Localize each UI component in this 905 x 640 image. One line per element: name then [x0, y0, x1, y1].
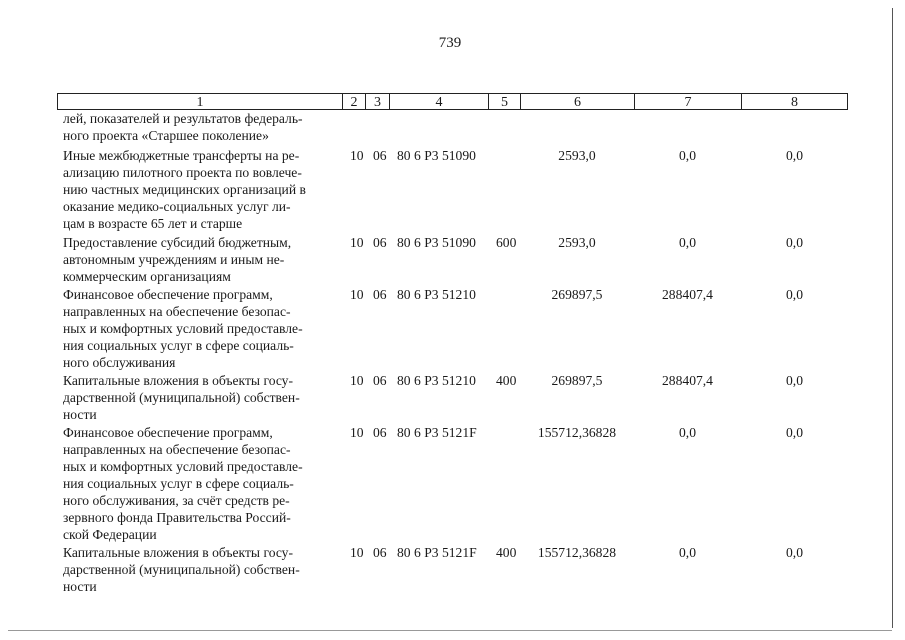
header-col-6: 6	[520, 93, 634, 110]
cell-pr: 06	[373, 373, 387, 388]
cell-amount-6: 2593,0	[558, 148, 596, 163]
cell-csr: 80 6 Р3 51090	[397, 148, 476, 163]
header-col-8: 8	[741, 93, 848, 110]
page-edge-right	[892, 8, 893, 628]
row-description: Иные межбюджетные трансферты на ре- ализацию пилотного проекта по вовлече- нию частных медицинских организаций в оказание медико-социальных услуг ли- цам в возрасте 65 лет и старше	[63, 148, 306, 231]
cell-rz: 10	[350, 545, 364, 560]
row-description: лей, показателей и результатов федераль- ного проекта «Старшее поколение»	[63, 111, 303, 143]
cell-amount-8: 0,0	[786, 373, 803, 388]
row-description: Финансовое обеспечение программ, направленных на обеспечение безопас- ных и комфортных условий предоставле- ния социальных услуг в сфере социаль- ного обслуживания	[63, 287, 303, 370]
cell-amount-7: 0,0	[679, 235, 696, 250]
row-description: Капитальные вложения в объекты госу- дарственной (муниципальной) собствен- ности	[63, 545, 300, 594]
cell-csr: 80 6 Р3 5121F	[397, 425, 477, 440]
header-col-1: 1	[57, 93, 342, 110]
row-description: Предоставление субсидий бюджетным, автономным учреждениям и иным не- коммерческим организациям	[63, 235, 292, 284]
cell-amount-6: 155712,36828	[537, 425, 617, 440]
header-col-3: 3	[365, 93, 389, 110]
cell-amount-8: 0,0	[786, 148, 803, 163]
page-number: 739	[438, 35, 462, 51]
cell-pr: 06	[373, 545, 387, 560]
cell-rz: 10	[350, 373, 364, 388]
cell-pr: 06	[373, 148, 387, 163]
cell-pr: 06	[373, 425, 387, 440]
cell-amount-7: 0,0	[679, 425, 696, 440]
page-edge-bottom	[8, 630, 892, 631]
cell-rz: 10	[350, 148, 364, 163]
cell-csr: 80 6 Р3 5121F	[397, 545, 477, 560]
cell-rz: 10	[350, 235, 364, 250]
cell-csr: 80 6 Р3 51090	[397, 235, 476, 250]
cell-vr: 400	[496, 545, 517, 560]
row-description: Финансовое обеспечение программ, направленных на обеспечение безопас- ных и комфортных условий предоставле- ния социальных услуг в сфере социаль- ного обслуживания, за счёт средств ре- зервного фонда Правительства Россий- ской Федерации	[63, 425, 303, 542]
cell-pr: 06	[373, 287, 387, 302]
cell-amount-8: 0,0	[786, 235, 803, 250]
row-description: Капитальные вложения в объекты госу- дарственной (муниципальной) собствен- ности	[63, 373, 300, 422]
header-col-2: 2	[342, 93, 365, 110]
cell-amount-6: 269897,5	[551, 373, 603, 388]
header-col-7: 7	[634, 93, 741, 110]
cell-vr: 400	[496, 373, 517, 388]
cell-amount-6: 269897,5	[551, 287, 603, 302]
cell-rz: 10	[350, 287, 364, 302]
cell-rz: 10	[350, 425, 364, 440]
cell-amount-8: 0,0	[786, 545, 803, 560]
cell-amount-8: 0,0	[786, 287, 803, 302]
cell-amount-8: 0,0	[786, 425, 803, 440]
cell-amount-7: 288407,4	[662, 287, 713, 302]
cell-amount-6: 155712,36828	[537, 545, 617, 560]
cell-vr: 600	[496, 235, 517, 250]
header-col-4: 4	[389, 93, 488, 110]
cell-amount-7: 288407,4	[662, 373, 713, 388]
cell-csr: 80 6 Р3 51210	[397, 373, 476, 388]
cell-amount-6: 2593,0	[558, 235, 596, 250]
cell-csr: 80 6 Р3 51210	[397, 287, 476, 302]
cell-pr: 06	[373, 235, 387, 250]
header-col-5: 5	[488, 93, 520, 110]
cell-amount-7: 0,0	[679, 545, 696, 560]
cell-amount-7: 0,0	[679, 148, 696, 163]
